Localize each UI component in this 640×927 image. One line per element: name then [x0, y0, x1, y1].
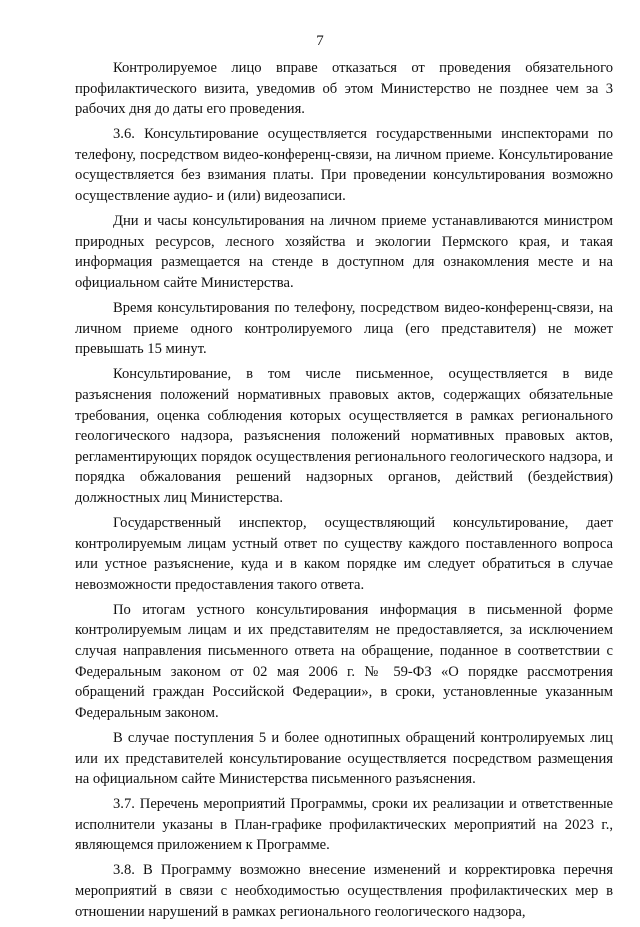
paragraph-consultation-time: Время консультирования по телефону, посредством видео-конференц-связи, на личном приеме одного контролируемого лица (его представителя) не может превышать 15 минут.	[75, 300, 613, 358]
page-number: 7	[316, 33, 324, 49]
paragraph-multiple-requests: В случае поступления 5 и более однотипных обращений контролируемых лиц или их представителей консультирование осуществляется посредством размещения на официальном сайте Министерства письменного разъяснения.	[75, 729, 613, 788]
paragraph-3-8: 3.8. В Программу возможно внесение изменений и корректировка перечня мероприятий в связи с необходимостью осуществления профилактических мер в отношении нарушений в рамках регионального геологического надзора,	[75, 862, 613, 920]
paragraph-consultation-hours: Дни и часы консультирования на личном приеме устанавливаются министром природных ресурсов, лесного хозяйства и экологии Пермского края, и такая информация размещается на стенде в доступном для ознакомления месте и на официальном сайте Министерства.	[75, 213, 613, 291]
paragraph-3-6: 3.6. Консультирование осуществляется государственными инспекторами по телефону, посредством видео-конференц-связи, на личном приеме. Консультирование осуществляется без взимания платы. При проведении консультирования возможно осуществление аудио- и (или) видеозаписи.	[75, 126, 613, 205]
paragraph-1: Контролируемое лицо вправе отказаться от проведения обязательного профилактического визита, уведомив об этом Министерство не позднее чем за 3 рабочих дня до даты его проведения.	[75, 60, 613, 118]
document-body	[75, 58, 613, 927]
paragraph-inspector-answer: Государственный инспектор, осуществляющий консультирование, дает контролируемым лицам устный ответ по существу каждого поставленного вопроса или устное разъяснение, куда и в каком порядке им следует обратиться в случае невозможности предоставления такого ответа.	[75, 514, 613, 593]
paragraph-3-7: 3.7. Перечень мероприятий Программы, сроки их реализации и ответственные исполнители указаны в План-графике профилактических мероприятий на 2023 г., являющемся приложением к Программе.	[75, 796, 613, 854]
paragraph-consultation-scope: Консультирование, в том числе письменное, осуществляется в виде разъяснения положений нормативных правовых актов, содержащих обязательные требования, оценка соблюдения которых осуществляется в рамках регионального геологического надзора, разъяснения положений нормативных правовых актов, регламентирующих порядок осуществления регионального геологического надзора, и порядка обжалования решений надзорных органов, действий (бездействия) должностных лиц Министерства.	[75, 366, 613, 506]
paragraph-written-answer: По итогам устного консультирования информация в письменной форме контролируемым лицам и их представителям не предоставляется, за исключением случая направления письменного ответа на обращение, поданное в соответствии с Федеральным законом от 02 мая 2006 г. № 59-ФЗ «О порядке рассмотрения обращений граждан Российской Федерации», в сроки, установленные указанным Федеральным законом.	[75, 601, 613, 721]
